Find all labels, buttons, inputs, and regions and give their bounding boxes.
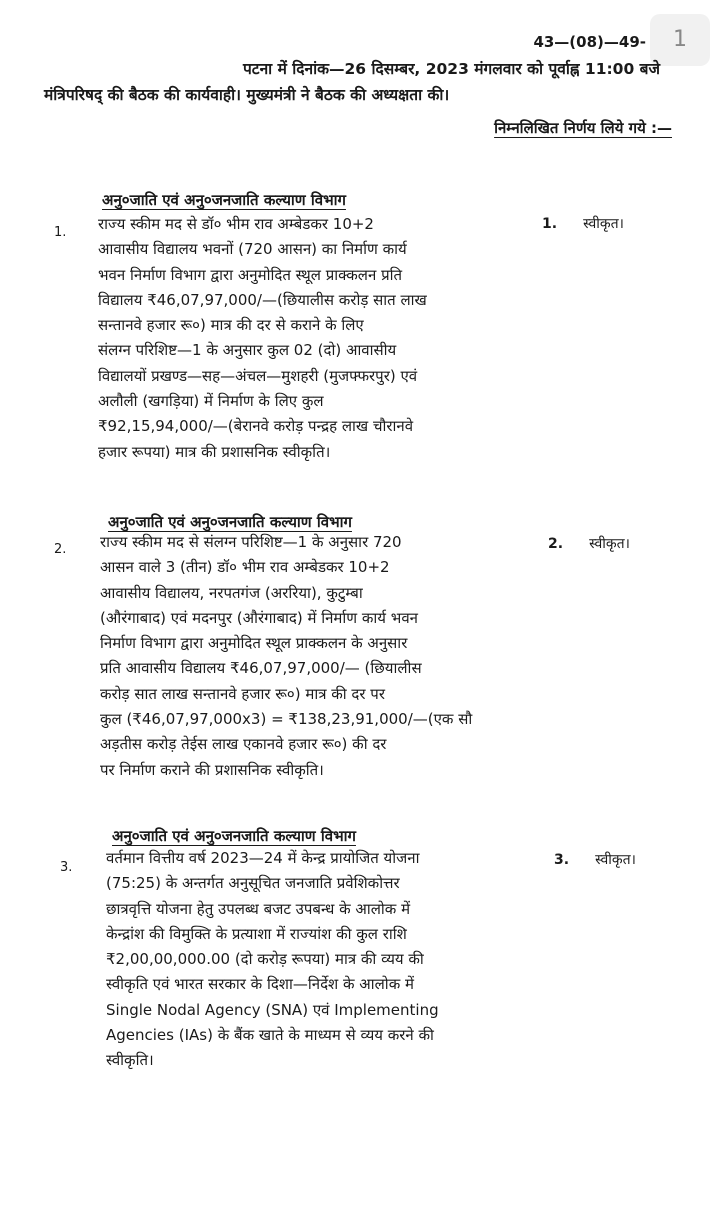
text-line: वर्तमान वित्तीय वर्ष 2023—24 में केन्द्र प्रायोजित योजना bbox=[106, 849, 420, 867]
item-number: 3. bbox=[60, 860, 73, 875]
header-line-1: पटना में दिनांक—26 दिसम्बर, 2023 मंगलवार को पूर्वाह्न 11:00 बजे bbox=[242, 60, 660, 78]
text-line: आसन वाले 3 (तीन) डॉ० भीम राव अम्बेडकर 10+2 bbox=[100, 558, 390, 577]
text-line: राज्य स्कीम मद से डॉ० भीम राव अम्बेडकर 10+2 bbox=[98, 215, 374, 233]
text-line: विद्यालयों प्रखण्ड—सह—अंचल—मुशहरी (मुजफ्फरपुर) एवं bbox=[98, 366, 418, 385]
decision-text: स्वीकृत। bbox=[583, 216, 624, 232]
text-line: सन्तानवे हजार रू०) मात्र की दर से कराने के लिए bbox=[98, 316, 364, 335]
decisions-heading: निम्नलिखित निर्णय लिये गये :— bbox=[494, 119, 672, 137]
item-number: 1. bbox=[54, 225, 67, 240]
meeting-header bbox=[44, 56, 664, 108]
department-heading: अनु०जाति एवं अनु०जनजाति कल्याण विभाग bbox=[108, 513, 352, 531]
decision-status bbox=[554, 850, 636, 869]
decision-number: 3. bbox=[554, 852, 570, 868]
text-line: हजार रूपया) मात्र की प्रशासनिक स्वीकृति। bbox=[98, 442, 331, 461]
text-line: स्वीकृति। bbox=[106, 1051, 154, 1070]
text-line: छात्रवृत्ति योजना हेतु उपलब्ध बजट उपबन्ध के आलोक में bbox=[106, 899, 411, 918]
decision-number: 2. bbox=[548, 536, 564, 552]
text-line: आवासीय विद्यालय भवनों (720 आसन) का निर्माण कार्य bbox=[98, 240, 407, 259]
text-line: स्वीकृति एवं भारत सरकार के दिशा—निर्देश के आलोक में bbox=[106, 975, 414, 994]
decision-number: 1. bbox=[542, 216, 558, 232]
header-line-2: मंत्रिपरिषद् की बैठक की कार्यवाही। मुख्यमंत्री ने बैठक की अध्यक्षता की। bbox=[44, 86, 450, 104]
text-line: आवासीय विद्यालय, नरपतगंज (अररिया), कुटुम्बा bbox=[100, 583, 363, 602]
text-line: निर्माण विभाग द्वारा अनुमोदित स्थूल प्राक्कलन के अनुसार bbox=[100, 634, 408, 653]
text-line: प्रति आवासीय विद्यालय ₹46,07,97,000/— (छियालीस bbox=[100, 659, 422, 678]
text-line: Single Nodal Agency (SNA) एवं Implementing bbox=[106, 1000, 439, 1019]
item-text bbox=[98, 212, 494, 465]
text-line: अलौली (खगड़िया) में निर्माण के लिए कुल bbox=[98, 392, 324, 411]
text-line: ₹92,15,94,000/—(बेरानवे करोड़ पन्द्रह लाख चौरानवे bbox=[98, 417, 414, 436]
decision-text: स्वीकृत। bbox=[595, 852, 636, 868]
text-line: (75:25) के अन्तर्गत अनुसूचित जनजाति प्रवेशिकोत्तर bbox=[106, 874, 400, 893]
text-line: ₹2,00,00,000.00 (दो करोड़ रूपया) मात्र की व्यय की bbox=[106, 950, 424, 969]
text-line: पर निर्माण कराने की प्रशासनिक स्वीकृति। bbox=[100, 760, 324, 779]
text-line: भवन निर्माण विभाग द्वारा अनुमोदित स्थूल प्राक्कलन प्रति bbox=[98, 265, 403, 284]
decision-status bbox=[542, 214, 624, 233]
item-number: 2. bbox=[54, 542, 67, 557]
reference-number: 43—(08)—49- bbox=[533, 33, 646, 51]
text-line: विद्यालय ₹46,07,97,000/—(छियालीस करोड़ सात लाख bbox=[98, 290, 427, 309]
item-text bbox=[106, 846, 506, 1074]
department-heading: अनु०जाति एवं अनु०जनजाति कल्याण विभाग bbox=[112, 827, 356, 845]
page-number-badge: 1 bbox=[650, 14, 710, 66]
text-line: केन्द्रांश की विमुक्ति के प्रत्याशा में राज्यांश की कुल राशि bbox=[106, 924, 407, 943]
text-line: कुल (₹46,07,97,000x3) = ₹138,23,91,000/—(एक सौ bbox=[100, 710, 473, 729]
text-line: करोड़ सात लाख सन्तानवे हजार रू०) मात्र की दर पर bbox=[100, 684, 385, 703]
text-line: Agencies (IAs) के बैंक खाते के माध्यम से व्यय करने की bbox=[106, 1026, 434, 1045]
text-line: राज्य स्कीम मद से संलग्न परिशिष्ट—1 के अनुसार 720 bbox=[100, 533, 402, 551]
decision-text: स्वीकृत। bbox=[589, 536, 630, 552]
text-line: अड़तीस करोड़ तेईस लाख एकानवे हजार रू०) की दर bbox=[100, 735, 387, 754]
text-line: (औरंगाबाद) एवं मदनपुर (औरंगाबाद) में निर्माण कार्य भवन bbox=[100, 608, 418, 627]
department-heading: अनु०जाति एवं अनु०जनजाति कल्याण विभाग bbox=[102, 191, 346, 209]
decision-status bbox=[548, 534, 630, 553]
text-line: संलग्न परिशिष्ट—1 के अनुसार कुल 02 (दो) आवासीय bbox=[98, 341, 397, 360]
item-text bbox=[100, 530, 498, 783]
